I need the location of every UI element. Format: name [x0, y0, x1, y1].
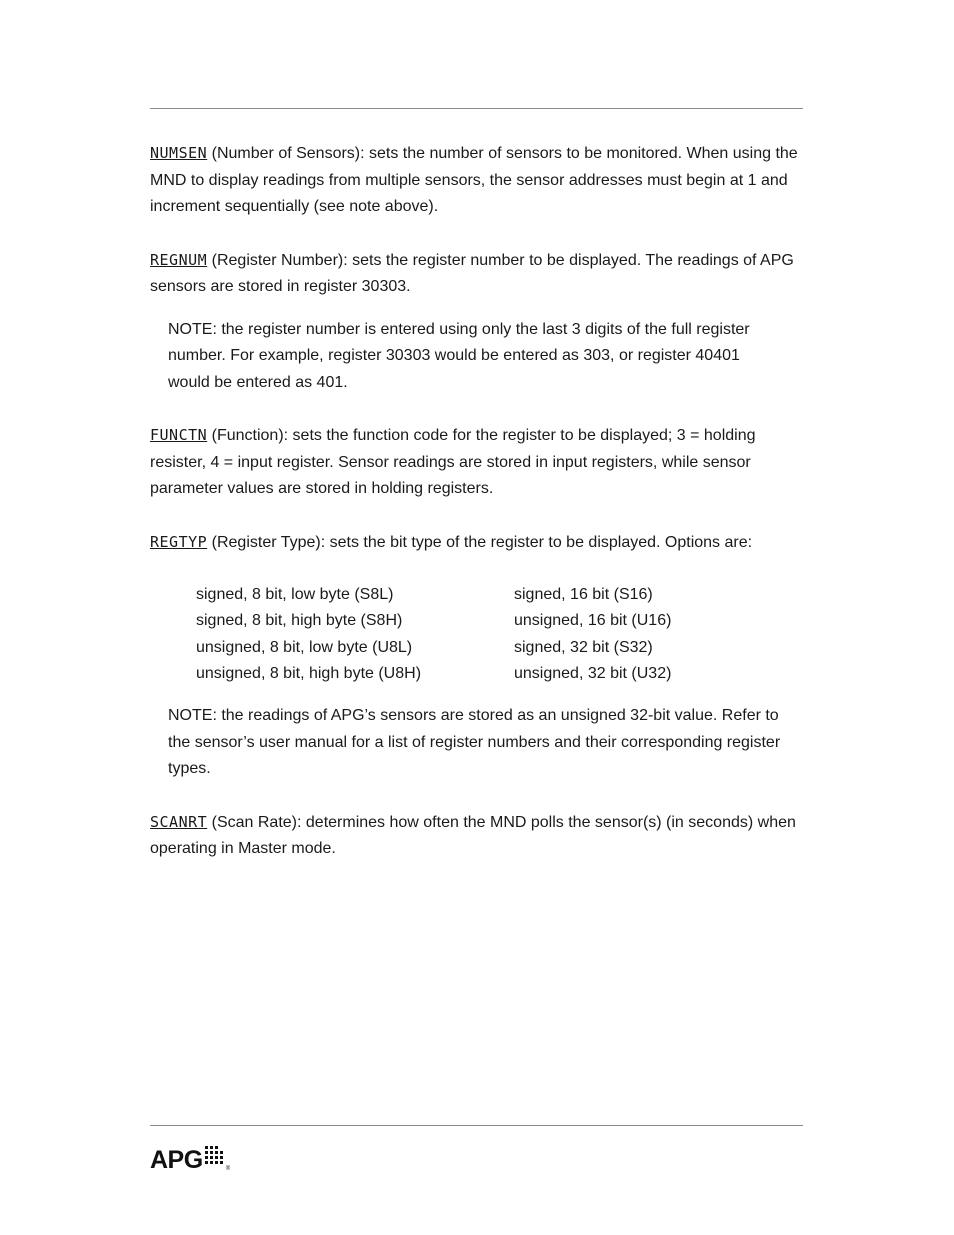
regnum-note: NOTE: the register number is entered using only the last 3 digits of the full register number. For example, register 30303 would be entered as 303, or register 40401 would be entered as 401.	[168, 320, 750, 391]
regnum-term: REGNUM	[150, 250, 208, 269]
option-item: signed, 16 bit (S16)	[514, 586, 653, 603]
option-item: signed, 8 bit, high byte (S8H)	[196, 612, 403, 630]
regtyp-term: REGTYP	[150, 532, 208, 551]
functn-description: (Function): sets the function code for the register to be displayed; 3 = holding resister, 4 = input register. Sensor readings are stored in input registers, while sensor parameter values are stored in holding registers.	[150, 427, 756, 497]
numsen-description: (Number of Sensors): sets the number of sensors to be monitored. When using the MND to display readings from multiple sensors, the sensor addresses must begin at 1 and increment sequentially (see note above).	[150, 145, 798, 215]
document-body	[150, 140, 803, 863]
scanrt-description: (Scan Rate): determines how often the MND polls the sensor(s) (in seconds) when operating in Master mode.	[150, 813, 796, 858]
regnum-description: (Register Number): sets the register number to be displayed. The readings of APG sensors are stored in register 30303.	[150, 251, 794, 295]
scanrt-term: SCANRT	[150, 812, 208, 831]
logo-dot-grid-icon	[205, 1146, 225, 1171]
header-divider	[150, 108, 803, 109]
registered-mark: ®	[225, 1166, 231, 1172]
footer-divider	[150, 1125, 803, 1126]
apg-logo	[150, 1141, 230, 1173]
option-item: unsigned, 8 bit, low byte (U8L)	[196, 638, 413, 656]
regnum-paragraph	[150, 247, 803, 301]
option-item: unsigned, 32 bit (U32)	[514, 664, 672, 682]
functn-term: FUNCTN	[150, 426, 208, 444]
numsen-paragraph	[150, 140, 803, 221]
option-item: unsigned, 16 bit (U16)	[514, 612, 672, 630]
functn-paragraph	[150, 422, 803, 503]
option-item: unsigned, 8 bit, high byte (U8H)	[196, 664, 422, 682]
regtyp-description: (Register Type): sets the bit type of the register to be displayed. Options are:	[207, 533, 753, 551]
option-item: signed, 8 bit, low byte (S8L)	[196, 586, 394, 603]
scanrt-paragraph	[150, 809, 803, 863]
option-item: signed, 32 bit (S32)	[514, 638, 653, 656]
regtyp-paragraph	[150, 529, 803, 557]
logo-text: APG	[150, 1146, 203, 1174]
numsen-term: NUMSEN	[150, 144, 208, 162]
register-type-options	[150, 582, 803, 687]
regtyp-note: NOTE: the readings of APG’s sensors are stored as an unsigned 32-bit value. Refer to the sensor’s user manual for a list of register numbers and their corresponding register types.	[168, 707, 781, 778]
